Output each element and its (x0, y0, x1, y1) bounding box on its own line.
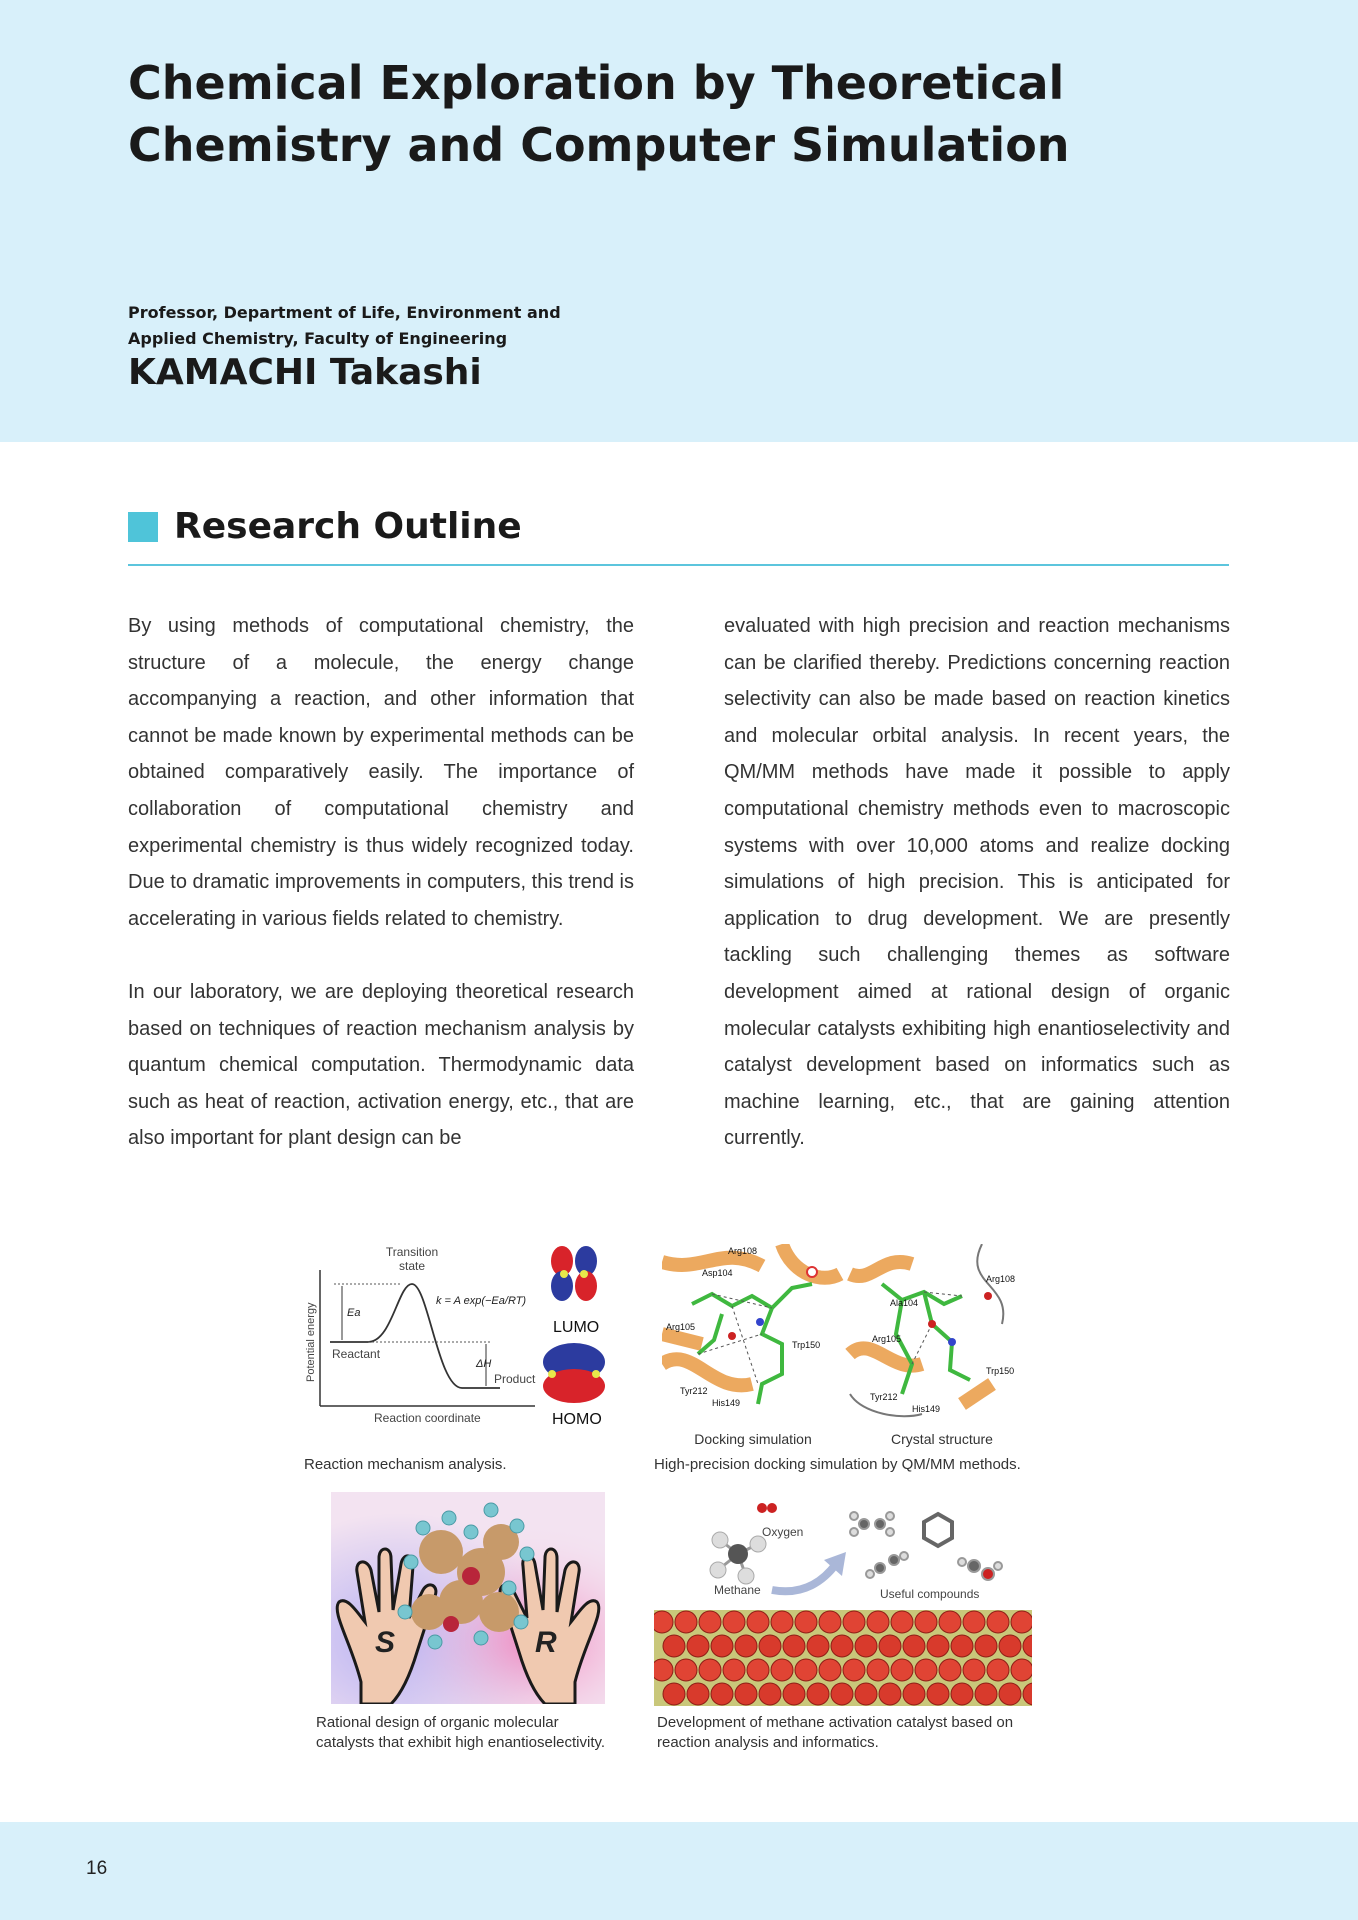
surface-atom (675, 1611, 697, 1633)
x-axis-label: Reaction coordinate (374, 1411, 481, 1425)
surface-atom (987, 1659, 1009, 1681)
surface-atom (879, 1635, 901, 1657)
surface-atom (915, 1659, 937, 1681)
surface-atom (999, 1683, 1021, 1705)
atom (756, 1318, 764, 1326)
surface-atom (783, 1635, 805, 1657)
body-column-right (724, 608, 1230, 1157)
surface-atom (939, 1659, 961, 1681)
paragraph: In our laboratory, we are deploying theoretical research based on techniques of reaction mechanism analysis by quantum chemical computation. Thermodynamic data such as heat of reaction, activation energy, etc., that are also important for plant design can be (128, 980, 634, 1150)
residue-label: His149 (712, 1398, 741, 1408)
surface-atom (654, 1611, 673, 1633)
surface-atom (939, 1611, 961, 1633)
figure-caption (316, 1713, 605, 1753)
surface-atom (699, 1659, 721, 1681)
page-number: 16 (86, 1858, 108, 1879)
residue-label: Trp150 (792, 1340, 821, 1350)
y-axis-label: Potential energy (305, 1302, 317, 1382)
surface-atom (1011, 1659, 1032, 1681)
surface-atom (843, 1611, 865, 1633)
title-line-1: Chemical Exploration by Theoretical (128, 56, 1065, 110)
surface-atom (879, 1683, 901, 1705)
surface-atom (711, 1683, 733, 1705)
lumo-label: LUMO (553, 1319, 600, 1336)
surface-atom (759, 1683, 781, 1705)
rate-equation: k = A exp(−Ea/RT) (436, 1295, 527, 1307)
surface-atom (867, 1659, 889, 1681)
surface-atom (711, 1635, 733, 1657)
surface-atom (687, 1683, 709, 1705)
surface-atom (771, 1611, 793, 1633)
catalyst-figure (331, 1492, 605, 1704)
atom (984, 1292, 992, 1300)
reactant-label: Reactant (332, 1347, 381, 1361)
r-label: R (535, 1626, 557, 1659)
surface-atom (759, 1635, 781, 1657)
surface-atom (654, 1659, 673, 1681)
surface-atom (771, 1659, 793, 1681)
surface-atom (999, 1635, 1021, 1657)
residue-label: His149 (912, 1404, 941, 1414)
surface-atom (819, 1659, 841, 1681)
delta-h-label: ΔH (476, 1358, 492, 1370)
docking-simulation-label: Docking simulation (694, 1431, 812, 1447)
section-divider (128, 564, 1229, 566)
figure-caption: Reaction mechanism analysis. (304, 1456, 507, 1473)
surface-atom (663, 1635, 685, 1657)
surface-atom (795, 1611, 817, 1633)
paragraph: evaluated with high precision and reaction mechanisms can be clarified thereby. Predictions concerning reaction selectivity can also be made based on reaction kinetics and molecular orbital analysis. In recent years, the QM/MM methods have made it possible to apply computational chemistry methods even to macroscopic systems with over 10,000 atoms and realize docking simulations of high precision. This is anticipated for application to drug development. We are presently tackling such challenging themes as software development aimed at rational design of organic molecular catalysts exhibiting high enantioselectivity and catalyst development based on informatics such as machine learning, etc., that are gaining attention currently. (724, 615, 1230, 1150)
affiliation-line-2: Applied Chemistry, Faculty of Engineering (128, 329, 508, 348)
crystal-structure-label: Crystal structure (891, 1431, 993, 1447)
surface-atom (783, 1683, 805, 1705)
transition-state-label: state (398, 1259, 426, 1273)
oxygen-molecule (757, 1503, 777, 1513)
title-line-2: Chemistry and Computer Simulation (128, 118, 1070, 172)
surface-atom (723, 1659, 745, 1681)
surface-atom (903, 1683, 925, 1705)
surface-atom (867, 1611, 889, 1633)
affiliation (128, 300, 648, 352)
residue-label: Arg105 (872, 1334, 902, 1344)
surface-atom (891, 1611, 913, 1633)
residue-label: Arg108 (986, 1274, 1016, 1284)
surface-atom (855, 1683, 877, 1705)
affiliation-line-1: Professor, Department of Life, Environment and (128, 303, 561, 322)
section-marker (128, 512, 158, 542)
surface-atom (987, 1611, 1009, 1633)
residue-label: Arg105 (666, 1322, 696, 1332)
docking-figure (662, 1244, 1028, 1448)
surface-atom (807, 1635, 829, 1657)
product-molecules (850, 1512, 1002, 1580)
product-label: Product (494, 1372, 536, 1386)
section-heading (128, 506, 522, 547)
surface-atom (1011, 1611, 1032, 1633)
surface-atom (963, 1659, 985, 1681)
surface-atom (831, 1683, 853, 1705)
surface-atom (723, 1611, 745, 1633)
surface-atom (699, 1611, 721, 1633)
surface-atom (903, 1635, 925, 1657)
surface-atom (843, 1659, 865, 1681)
residue-label: Trp150 (986, 1366, 1015, 1376)
surface-atom (975, 1635, 997, 1657)
professor-name: KAMACHI Takashi (128, 352, 482, 393)
residue-label: Ala104 (890, 1298, 919, 1308)
surface-atom (819, 1611, 841, 1633)
surface-atom (855, 1635, 877, 1657)
atom (728, 1332, 736, 1340)
surface-atom (807, 1683, 829, 1705)
surface-atom (735, 1635, 757, 1657)
atom (948, 1338, 956, 1346)
surface-atom (951, 1635, 973, 1657)
oxygen-label: Oxygen (762, 1525, 804, 1539)
transition-state-label: Transition (385, 1245, 439, 1259)
surface-atom (747, 1659, 769, 1681)
body-column-left (128, 608, 634, 1157)
catalyst-surface (654, 1610, 1032, 1706)
surface-atom (927, 1683, 949, 1705)
methane-catalyst-figure (654, 1500, 1032, 1706)
reaction-arrow (772, 1564, 836, 1591)
useful-compounds-label: Useful compounds (880, 1587, 980, 1601)
surface-atom (891, 1659, 913, 1681)
surface-atom (915, 1611, 937, 1633)
residue-label: Tyr212 (870, 1392, 898, 1402)
s-label: S (375, 1626, 396, 1659)
residue-label: Tyr212 (680, 1386, 708, 1396)
figure-caption: High-precision docking simulation by QM/MM methods. (654, 1456, 1021, 1473)
surface-atom (795, 1659, 817, 1681)
energy-diagram-figure (300, 1240, 630, 1430)
methane-label: Methane (714, 1583, 761, 1597)
caption-line: Rational design of organic molecular (316, 1714, 559, 1731)
surface-atom (963, 1611, 985, 1633)
page-title (128, 52, 1128, 176)
surface-atom (735, 1683, 757, 1705)
caption-line: catalysts that exhibit high enantioselectivity. (316, 1734, 606, 1751)
section-title: Research Outline (174, 506, 522, 547)
surface-atom (927, 1635, 949, 1657)
atom (807, 1267, 817, 1277)
homo-orbital (543, 1343, 605, 1403)
footer-band (0, 1822, 1358, 1920)
methane-molecule (710, 1532, 766, 1584)
surface-atom (951, 1683, 973, 1705)
figure-caption (657, 1713, 1013, 1753)
homo-label: HOMO (552, 1411, 602, 1428)
surface-atom (687, 1635, 709, 1657)
surface-atom (975, 1683, 997, 1705)
paragraph: By using methods of computational chemistry, the structure of a molecule, the energy change accompanying a reaction, and other information that cannot be made known by experimental methods can be obtained comparatively easily. The importance of collaboration of computational chemistry and experimental chemistry is thus widely recognized today. Due to dramatic improvements in computers, this trend is accelerating in various fields related to chemistry. (128, 615, 634, 930)
surface-atom (663, 1683, 685, 1705)
atom (928, 1320, 936, 1328)
residue-label: Arg108 (728, 1246, 758, 1256)
caption-line: reaction analysis and informatics. (657, 1734, 879, 1751)
ea-label: Ea (347, 1307, 361, 1319)
surface-atom (675, 1659, 697, 1681)
caption-line: Development of methane activation catalyst based on (657, 1714, 1014, 1731)
residue-label: Asp104 (702, 1268, 733, 1278)
lumo-orbital (551, 1246, 597, 1301)
surface-atom (831, 1635, 853, 1657)
surface-atom (747, 1611, 769, 1633)
